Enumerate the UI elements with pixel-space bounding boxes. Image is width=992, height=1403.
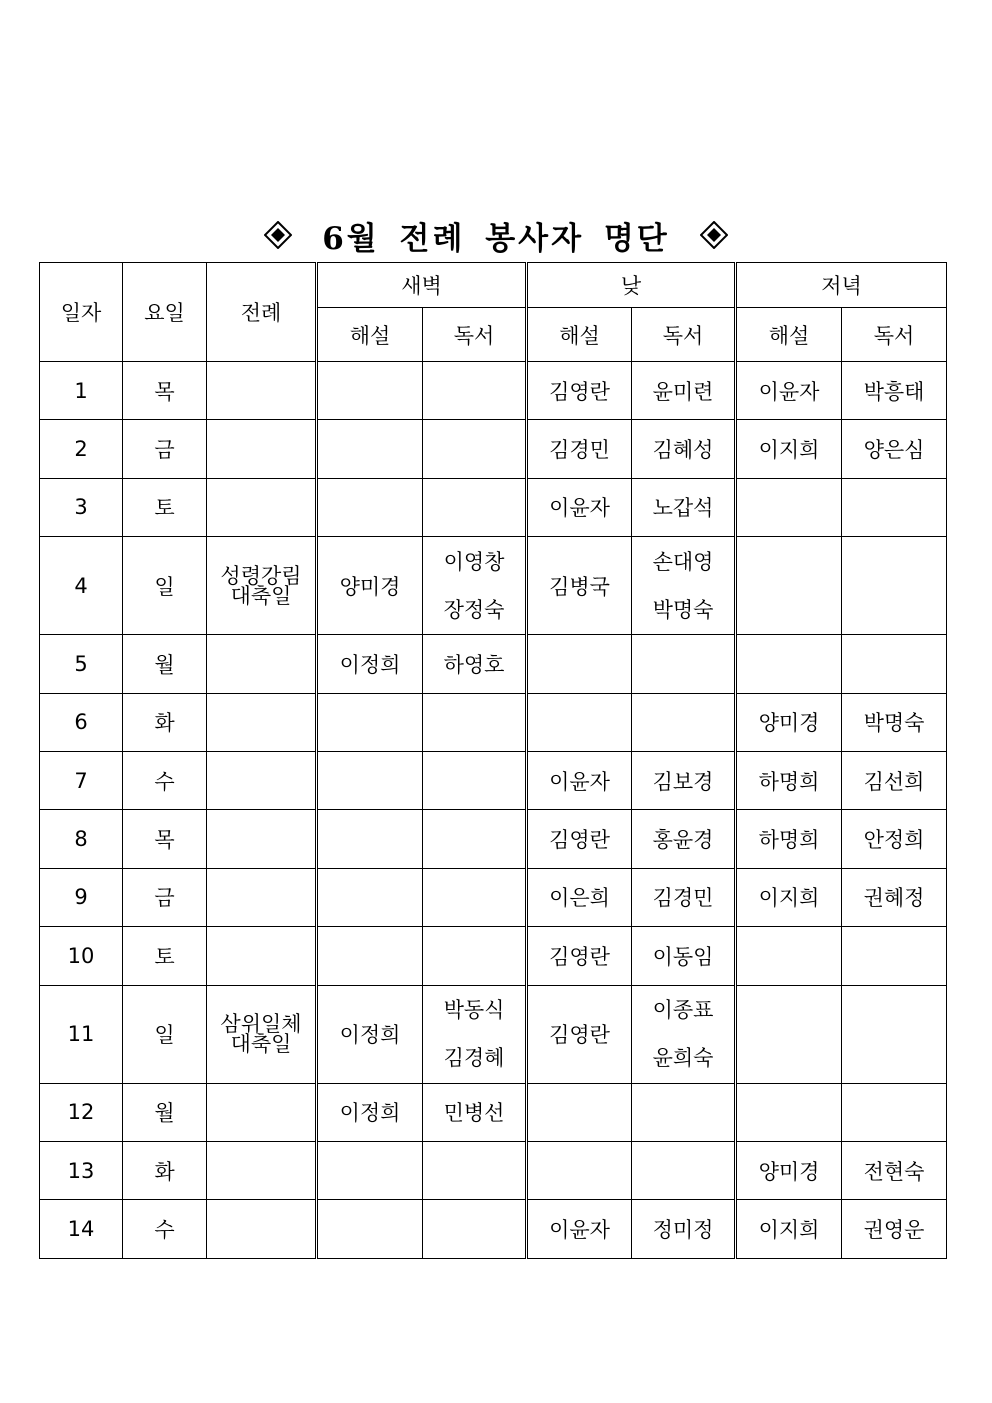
- cell-evening-reading: [842, 362, 947, 420]
- feast-name-line: 대축일: [230, 583, 292, 608]
- cell-date: 13: [40, 1141, 123, 1199]
- cell-day-reading: [632, 985, 736, 1083]
- cell-date: 11: [40, 985, 123, 1083]
- cell-weekday: 수: [123, 751, 207, 809]
- cell-day-commentary: [527, 985, 632, 1083]
- table-row: [40, 1200, 947, 1258]
- cell-dawn-reading: [423, 927, 527, 985]
- volunteer-name: 이지희: [758, 886, 820, 911]
- cell-day-reading: [632, 1083, 736, 1141]
- cell-dawn-commentary: [317, 985, 423, 1083]
- cell-date: 4: [40, 537, 123, 635]
- volunteer-name: 권영운: [863, 1217, 925, 1242]
- cell-liturgy: [207, 693, 317, 751]
- cell-day-commentary: [527, 1200, 632, 1258]
- volunteer-name: 민병선: [443, 1101, 505, 1126]
- cell-day-reading: [632, 1200, 736, 1258]
- volunteer-name: 이은희: [549, 886, 610, 911]
- volunteer-name: 손대영: [652, 549, 714, 574]
- volunteer-name: 박흥태: [863, 379, 925, 404]
- cell-evening-reading: [842, 420, 947, 478]
- cell-dawn-reading: [423, 1200, 527, 1258]
- cell-weekday: 목: [123, 362, 207, 420]
- cell-day-commentary: [527, 362, 632, 420]
- cell-weekday: 화: [123, 693, 207, 751]
- table-row: [40, 810, 947, 868]
- header-date: 일자: [40, 263, 123, 362]
- volunteer-name: 장정숙: [443, 597, 505, 622]
- cell-evening-commentary: [736, 420, 842, 478]
- header-dawn-reading: 독서: [423, 308, 527, 362]
- volunteer-name: 하명희: [758, 769, 820, 794]
- cell-day-reading: [632, 537, 736, 635]
- header-liturgy: 전례: [207, 263, 317, 362]
- volunteer-name: 김보경: [652, 769, 714, 794]
- cell-evening-reading: [842, 810, 947, 868]
- cell-dawn-reading: [423, 751, 527, 809]
- cell-dawn-commentary: [317, 1083, 423, 1141]
- cell-weekday: 일: [123, 537, 207, 635]
- cell-date: 10: [40, 927, 123, 985]
- cell-date: 14: [40, 1200, 123, 1258]
- cell-day-reading: [632, 927, 736, 985]
- cell-dawn-commentary: [317, 868, 423, 926]
- table-row: [40, 985, 947, 1083]
- cell-liturgy: [207, 985, 317, 1083]
- table-row: [40, 635, 947, 693]
- cell-evening-commentary: [736, 810, 842, 868]
- header-evening-reading: 독서: [842, 308, 947, 362]
- cell-day-reading: [632, 751, 736, 809]
- cell-dawn-commentary: [317, 810, 423, 868]
- cell-dawn-reading: [423, 478, 527, 536]
- cell-evening-reading: [842, 693, 947, 751]
- cell-weekday: 일: [123, 985, 207, 1083]
- cell-liturgy: [207, 362, 317, 420]
- cell-weekday: 토: [123, 927, 207, 985]
- feast-name-line: 성령강림: [220, 563, 302, 588]
- cell-liturgy: [207, 1083, 317, 1141]
- cell-day-commentary: [527, 537, 632, 635]
- cell-evening-commentary: [736, 1141, 842, 1199]
- cell-evening-commentary: [736, 927, 842, 985]
- cell-date: 1: [40, 362, 123, 420]
- cell-evening-commentary: [736, 478, 842, 536]
- cell-evening-reading: [842, 537, 947, 635]
- feast-name-line: 삼위일체: [220, 1012, 302, 1037]
- cell-day-commentary: [527, 420, 632, 478]
- volunteer-name: 김영란: [549, 379, 610, 404]
- cell-evening-reading: [842, 1083, 947, 1141]
- cell-liturgy: [207, 927, 317, 985]
- volunteer-name: 김영란: [549, 828, 610, 853]
- header-evening-commentary: 해설: [736, 308, 842, 362]
- cell-evening-commentary: [736, 868, 842, 926]
- cell-day-reading: [632, 362, 736, 420]
- volunteer-name: 김선희: [863, 769, 925, 794]
- cell-evening-commentary: [736, 751, 842, 809]
- volunteer-name: 이정희: [339, 1101, 401, 1126]
- cell-liturgy: [207, 635, 317, 693]
- volunteer-name: 양미경: [758, 1159, 820, 1184]
- table-row: [40, 693, 947, 751]
- cell-date: 6: [40, 693, 123, 751]
- table-row: [40, 420, 947, 478]
- volunteer-name: 이정희: [339, 1023, 401, 1048]
- cell-evening-commentary: [736, 985, 842, 1083]
- volunteer-name: 박동식: [443, 998, 505, 1023]
- cell-evening-commentary: [736, 693, 842, 751]
- cell-dawn-reading: [423, 537, 527, 635]
- volunteer-name: 하명희: [758, 828, 820, 853]
- cell-day-reading: [632, 478, 736, 536]
- cell-evening-commentary: [736, 1200, 842, 1258]
- cell-evening-reading: [842, 1141, 947, 1199]
- cell-weekday: 수: [123, 1200, 207, 1258]
- cell-dawn-commentary: [317, 927, 423, 985]
- volunteer-name: 박명숙: [652, 597, 714, 622]
- table-row: [40, 1141, 947, 1199]
- table-row: [40, 537, 947, 635]
- cell-weekday: 화: [123, 1141, 207, 1199]
- cell-day-commentary: [527, 635, 632, 693]
- cell-evening-reading: [842, 985, 947, 1083]
- volunteer-name: 이윤자: [758, 379, 820, 404]
- volunteer-name: 박명숙: [863, 711, 925, 736]
- cell-dawn-commentary: [317, 478, 423, 536]
- cell-evening-reading: [842, 635, 947, 693]
- header-dawn: 새벽: [317, 263, 527, 308]
- volunteer-name: 김경민: [549, 438, 610, 463]
- volunteer-name: 김영란: [549, 944, 610, 969]
- cell-date: 8: [40, 810, 123, 868]
- volunteer-name: 김병국: [549, 574, 610, 599]
- cell-weekday: 월: [123, 635, 207, 693]
- cell-liturgy: [207, 478, 317, 536]
- volunteer-name: 전현숙: [863, 1159, 925, 1184]
- cell-day-commentary: [527, 868, 632, 926]
- volunteer-name: 이종표: [652, 998, 714, 1023]
- table-row: [40, 868, 947, 926]
- volunteer-schedule-table: [39, 262, 947, 1259]
- cell-liturgy: [207, 420, 317, 478]
- header-day-reading: 독서: [632, 308, 736, 362]
- cell-dawn-reading: [423, 868, 527, 926]
- header-evening: 저녁: [736, 263, 947, 308]
- table-row: [40, 478, 947, 536]
- volunteer-name: 양미경: [758, 711, 820, 736]
- header-day-commentary: 해설: [527, 308, 632, 362]
- cell-day-reading: [632, 693, 736, 751]
- volunteer-name: 이윤자: [549, 769, 610, 794]
- cell-evening-reading: [842, 751, 947, 809]
- page-title: [0, 214, 992, 260]
- cell-evening-commentary: [736, 635, 842, 693]
- volunteer-name: 홍윤경: [652, 828, 714, 853]
- volunteer-name: 김경혜: [443, 1046, 505, 1071]
- header-row-top: [40, 263, 947, 308]
- cell-dawn-reading: [423, 362, 527, 420]
- cell-date: 2: [40, 420, 123, 478]
- cell-date: 7: [40, 751, 123, 809]
- volunteer-name: 정미정: [652, 1217, 714, 1242]
- volunteer-name: 이영창: [443, 549, 505, 574]
- cell-dawn-commentary: [317, 1200, 423, 1258]
- diamond-bullet-icon: [264, 216, 292, 262]
- cell-weekday: 월: [123, 1083, 207, 1141]
- cell-evening-reading: [842, 868, 947, 926]
- cell-day-commentary: [527, 478, 632, 536]
- volunteer-name: 이정희: [339, 652, 401, 677]
- cell-liturgy: [207, 1200, 317, 1258]
- volunteer-name: 김영란: [549, 1023, 610, 1048]
- header-weekday: 요일: [123, 263, 207, 362]
- cell-date: 3: [40, 478, 123, 536]
- cell-day-reading: [632, 1141, 736, 1199]
- cell-dawn-commentary: [317, 537, 423, 635]
- cell-dawn-reading: [423, 810, 527, 868]
- cell-dawn-commentary: [317, 362, 423, 420]
- feast-name-line: 대축일: [230, 1032, 292, 1057]
- cell-day-reading: [632, 810, 736, 868]
- table-row: [40, 751, 947, 809]
- cell-dawn-commentary: [317, 751, 423, 809]
- cell-dawn-commentary: [317, 1141, 423, 1199]
- cell-dawn-commentary: [317, 635, 423, 693]
- cell-dawn-commentary: [317, 420, 423, 478]
- volunteer-name: 김혜성: [652, 438, 714, 463]
- volunteer-name: 안정희: [863, 828, 925, 853]
- cell-day-commentary: [527, 1141, 632, 1199]
- cell-evening-reading: [842, 1200, 947, 1258]
- volunteer-name: 이동임: [652, 944, 714, 969]
- cell-dawn-commentary: [317, 693, 423, 751]
- cell-date: 12: [40, 1083, 123, 1141]
- cell-day-commentary: [527, 927, 632, 985]
- title-text: 6월 전례 봉사자 명단: [322, 220, 670, 257]
- cell-day-commentary: [527, 1083, 632, 1141]
- table-row: [40, 1083, 947, 1141]
- volunteer-name: 이윤자: [549, 1217, 610, 1242]
- volunteer-name: 이지희: [758, 1217, 820, 1242]
- cell-evening-reading: [842, 478, 947, 536]
- cell-weekday: 토: [123, 478, 207, 536]
- cell-day-reading: [632, 420, 736, 478]
- table-row: [40, 927, 947, 985]
- cell-dawn-reading: [423, 635, 527, 693]
- cell-dawn-reading: [423, 693, 527, 751]
- cell-evening-commentary: [736, 1083, 842, 1141]
- cell-dawn-reading: [423, 1083, 527, 1141]
- cell-weekday: 금: [123, 868, 207, 926]
- volunteer-name: 양미경: [339, 574, 401, 599]
- cell-dawn-reading: [423, 1141, 527, 1199]
- cell-date: 5: [40, 635, 123, 693]
- volunteer-name: 권혜정: [863, 886, 925, 911]
- cell-liturgy: [207, 868, 317, 926]
- cell-evening-commentary: [736, 537, 842, 635]
- cell-day-reading: [632, 868, 736, 926]
- cell-day-reading: [632, 635, 736, 693]
- cell-evening-commentary: [736, 362, 842, 420]
- volunteer-name: 이지희: [758, 438, 820, 463]
- volunteer-name: 하영호: [443, 652, 505, 677]
- cell-day-commentary: [527, 810, 632, 868]
- volunteer-name: 이윤자: [549, 496, 610, 521]
- cell-dawn-reading: [423, 985, 527, 1083]
- cell-dawn-reading: [423, 420, 527, 478]
- table-row: [40, 362, 947, 420]
- cell-weekday: 금: [123, 420, 207, 478]
- volunteer-name: 윤희숙: [652, 1046, 714, 1071]
- volunteer-name: 김경민: [652, 886, 714, 911]
- diamond-bullet-icon: [700, 216, 728, 262]
- header-dawn-commentary: 해설: [317, 308, 423, 362]
- cell-liturgy: [207, 810, 317, 868]
- cell-date: 9: [40, 868, 123, 926]
- volunteer-name: 양은심: [863, 438, 925, 463]
- volunteer-name: 노갑석: [652, 496, 714, 521]
- cell-liturgy: [207, 751, 317, 809]
- cell-liturgy: [207, 537, 317, 635]
- cell-weekday: 목: [123, 810, 207, 868]
- cell-day-commentary: [527, 751, 632, 809]
- header-day: 낮: [527, 263, 736, 308]
- cell-day-commentary: [527, 693, 632, 751]
- cell-evening-reading: [842, 927, 947, 985]
- volunteer-name: 윤미련: [652, 379, 714, 404]
- cell-liturgy: [207, 1141, 317, 1199]
